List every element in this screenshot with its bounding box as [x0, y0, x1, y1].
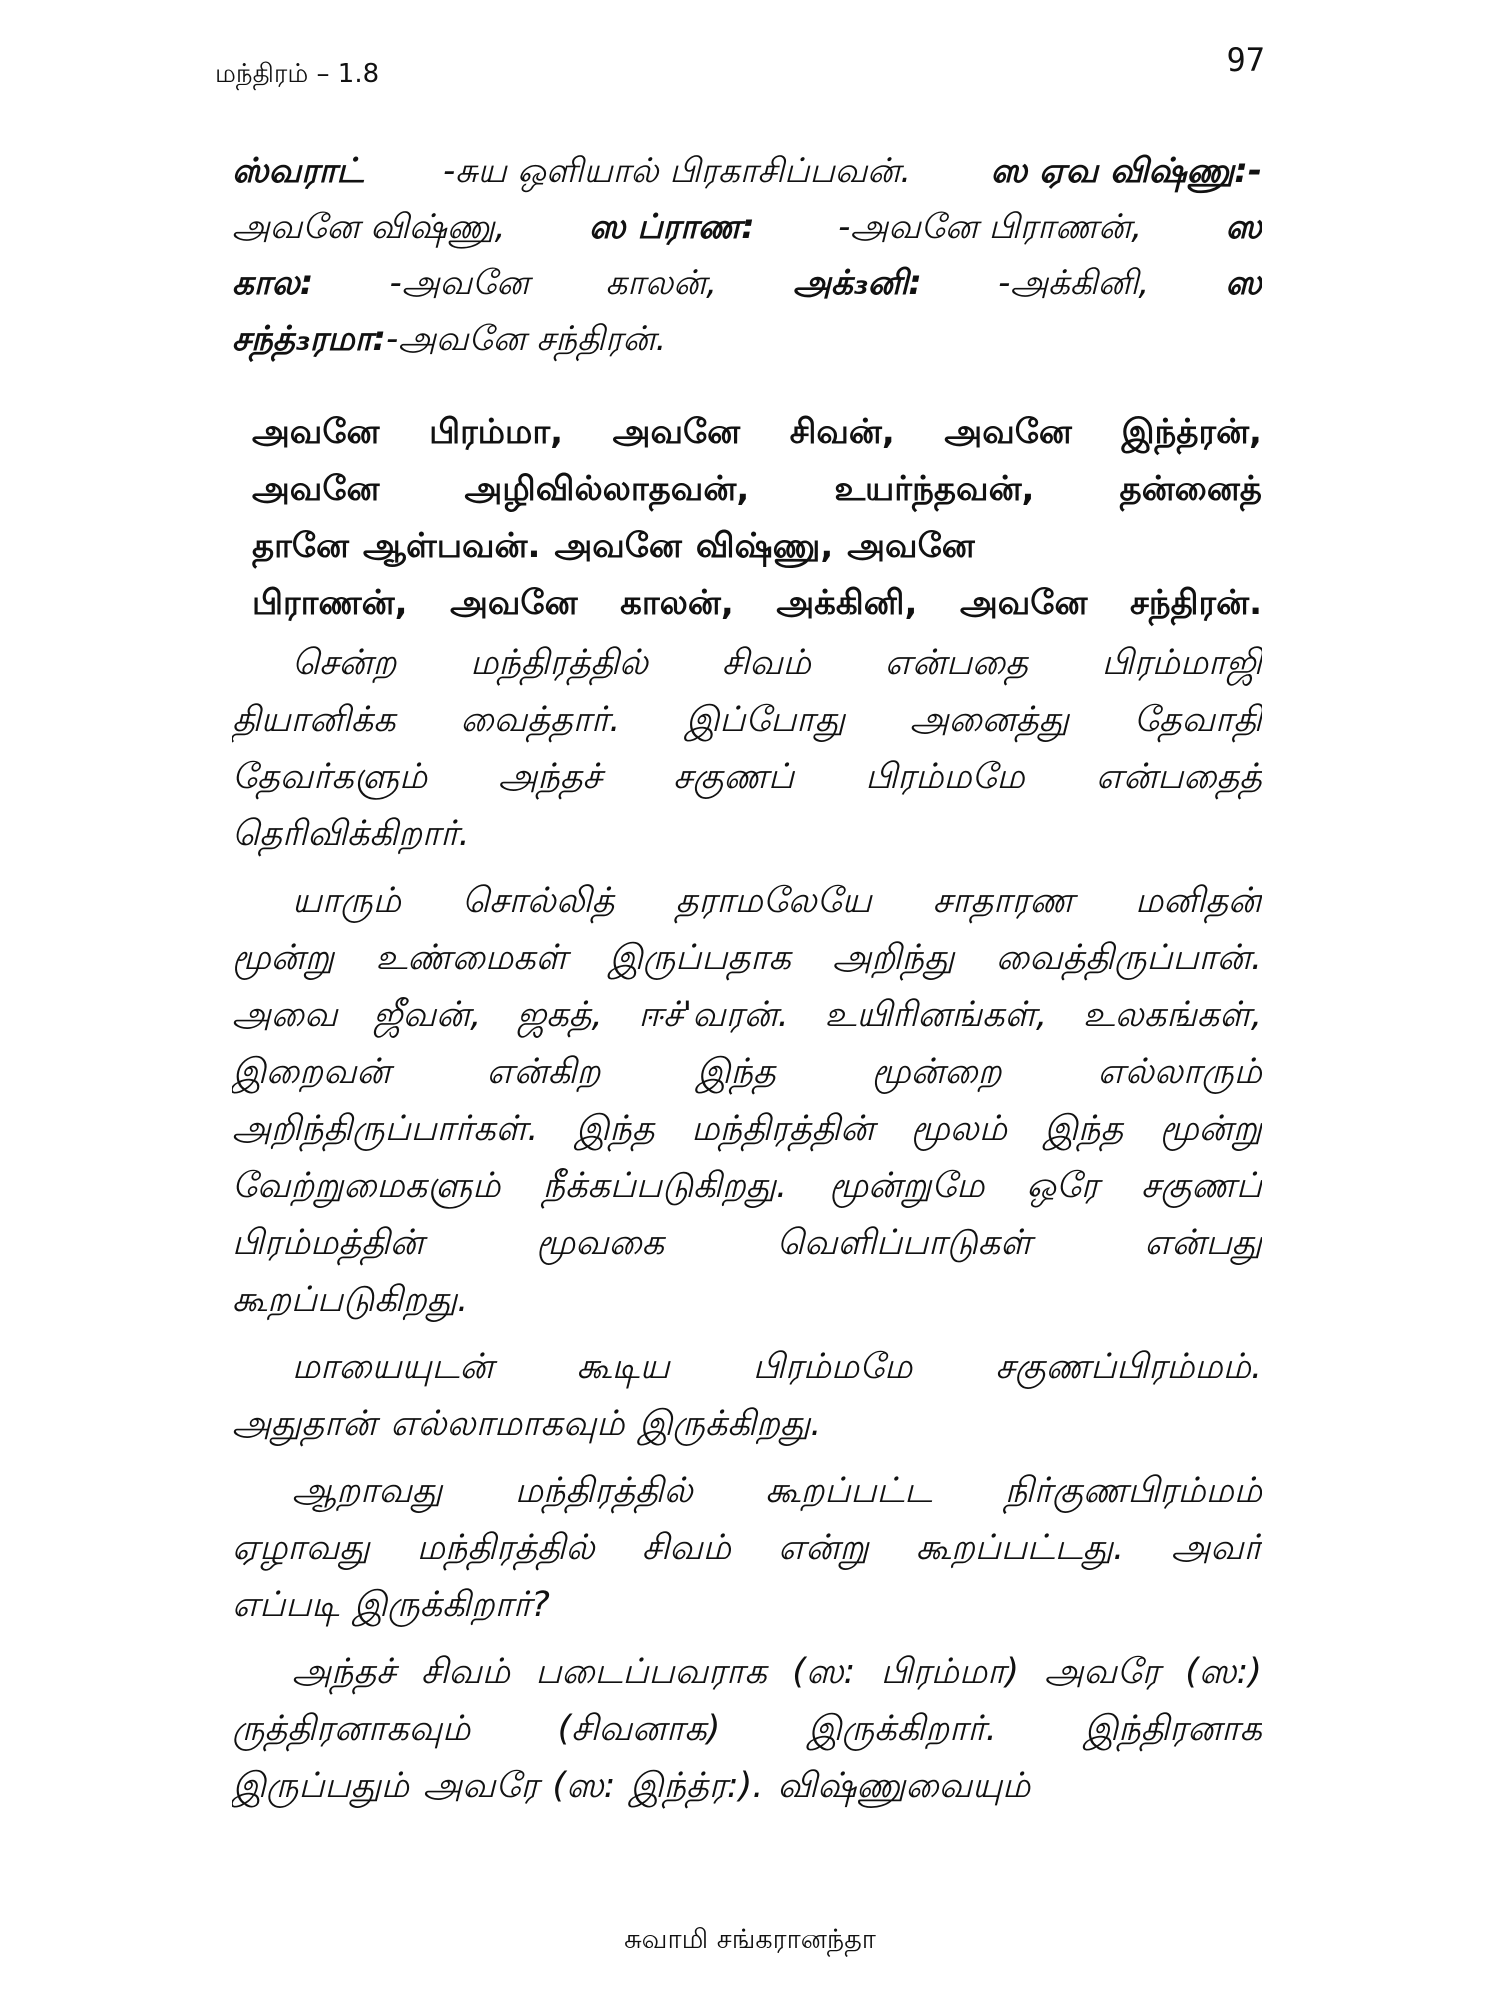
commentary-word: அவரே — [1044, 1652, 1160, 1692]
gloss-line — [232, 143, 1262, 199]
commentary-word: (ஸ: — [552, 1766, 616, 1806]
commentary-word: படைப்பவராக — [535, 1652, 767, 1692]
translation-line — [252, 518, 1262, 575]
commentary-word: தியானிக்க — [232, 700, 396, 740]
commentary-word: கூடிய — [576, 1347, 670, 1387]
commentary-line — [232, 1396, 1262, 1453]
translation-word: ஆள்பவன். — [363, 526, 541, 566]
gloss-term: ஸ — [1225, 207, 1262, 247]
gloss-term: ஸ ப்ராண: — [588, 207, 755, 247]
commentary-word: ஜீவன், — [373, 995, 482, 1035]
commentary-word: எப்படி — [232, 1585, 340, 1625]
commentary-word: சிவம் — [641, 1528, 731, 1568]
commentary-word: (சிவனாக) — [557, 1709, 721, 1749]
translation-word: அவனே — [612, 412, 741, 452]
commentary-word: சகுணப் — [673, 757, 795, 797]
commentary-word: இந்த்ர:). — [629, 1766, 764, 1806]
commentary-block — [232, 635, 1262, 1825]
commentary-word: சிவம் — [420, 1652, 511, 1692]
commentary-word: அறிந்து — [832, 938, 955, 978]
page-number: 97 — [1226, 41, 1265, 79]
commentary-word: கூறப்படுகிறது. — [232, 1280, 469, 1320]
commentary-word: இந்திரனாக — [1084, 1709, 1262, 1749]
commentary-line — [232, 1272, 1262, 1329]
translation-word: அவனே — [847, 526, 975, 566]
commentary-word: உண்மைகள் — [375, 938, 568, 978]
commentary-word: அனைத்து — [909, 700, 1069, 740]
commentary-word: மந்திரத்தில் — [416, 1528, 595, 1568]
commentary-word: மூன்றுமே — [829, 1166, 985, 1206]
commentary-paragraph — [232, 635, 1262, 863]
commentary-line — [232, 1339, 1262, 1396]
commentary-word: மந்திரத்தில் — [514, 1471, 693, 1511]
commentary-word: பிரம்மமே — [865, 757, 1025, 797]
translation-word: பிரம்மா, — [429, 412, 564, 452]
gloss-meaning: -அவனே பிராணன், — [838, 207, 1143, 247]
commentary-word: மூன்று — [1160, 1109, 1262, 1149]
gloss-meaning: அவனே விஷ்ணு, — [232, 207, 506, 247]
translation-word: அவனே — [959, 583, 1088, 623]
commentary-word: ஈச்'வரன். — [638, 995, 789, 1035]
commentary-word: இருக்கிறார்? — [353, 1585, 550, 1625]
commentary-line — [232, 1701, 1262, 1758]
gloss-term: ஸ ஏவ விஷ்ணு:- — [990, 151, 1262, 191]
commentary-word: ஆறாவது — [292, 1471, 443, 1511]
commentary-word: இப்போது — [685, 700, 845, 740]
commentary-word: சொல்லித் — [462, 881, 615, 921]
gloss-line — [232, 311, 1262, 367]
commentary-paragraph — [232, 1644, 1262, 1815]
commentary-word: அந்தச் — [498, 757, 602, 797]
translation-word: அவனே — [450, 583, 578, 623]
commentary-line — [232, 1044, 1262, 1101]
commentary-word: (ஸ: — [792, 1652, 856, 1692]
commentary-word: என்கிற — [486, 1052, 601, 1092]
commentary-word: என்பது — [1144, 1223, 1262, 1263]
translation-word: பிராணன், — [252, 583, 408, 623]
commentary-word: (ஸ:) — [1185, 1652, 1262, 1692]
commentary-word: அவரே — [423, 1766, 539, 1806]
translation-word: அவனே — [554, 526, 682, 566]
commentary-paragraph — [232, 1339, 1262, 1453]
commentary-word: இருக்கிறார். — [807, 1709, 997, 1749]
commentary-word: மூன்றை — [871, 1052, 1002, 1092]
translation-word: இந்த்ரன், — [1121, 412, 1262, 452]
commentary-word: ஏழாவது — [232, 1528, 370, 1568]
translation-word: தன்னைத் — [1119, 469, 1262, 509]
commentary-word: தராமலேயே — [675, 881, 872, 921]
commentary-word: ஒரே — [1026, 1166, 1099, 1206]
commentary-word: சாதாரண — [932, 881, 1075, 921]
translation-word: அவனே — [252, 469, 380, 509]
gloss-term: சந்த்₃ரமா: — [232, 319, 386, 359]
commentary-word: அதுதான் — [232, 1404, 377, 1444]
commentary-word: இந்த — [1043, 1109, 1124, 1149]
commentary-word: சகுணப்பிரம்மம். — [995, 1347, 1262, 1387]
commentary-word: இந்த — [575, 1109, 655, 1149]
commentary-word: இருப்பதாக — [608, 938, 791, 978]
commentary-line — [232, 873, 1262, 930]
commentary-word: அவை — [232, 995, 338, 1035]
commentary-word: மந்திரத்தில் — [470, 643, 649, 683]
translation-word: அவனே — [944, 412, 1072, 452]
commentary-word: இறைவன் — [232, 1052, 391, 1092]
translation-word: உயர்ந்தவன், — [834, 469, 1035, 509]
commentary-word: ருத்திரனாகவும் — [232, 1709, 471, 1749]
commentary-line — [232, 1463, 1262, 1520]
commentary-word: என்பதைத் — [1095, 757, 1262, 797]
commentary-line — [232, 1577, 1262, 1634]
commentary-word: அவர் — [1171, 1528, 1262, 1568]
commentary-word: யாரும் — [292, 881, 401, 921]
gloss-meaning: -அவனே — [389, 263, 530, 303]
translation-line — [252, 575, 1262, 632]
gloss-meaning: காலன், — [605, 263, 717, 303]
gloss-term: கால: — [232, 263, 314, 303]
commentary-word: இருப்பதும் — [232, 1766, 410, 1806]
translation-word: அக்கினி, — [776, 583, 918, 623]
commentary-word: அறிந்திருப்பார்கள். — [232, 1109, 539, 1149]
commentary-word: எல்லாமாகவும் — [390, 1404, 625, 1444]
translation-word: அவனே — [252, 412, 380, 452]
commentary-word: பிரம்மாஜி — [1101, 643, 1262, 683]
commentary-line — [232, 692, 1262, 749]
commentary-word: விஷ்ணுவையும் — [777, 1766, 1031, 1806]
commentary-word: என்பதை — [884, 643, 1028, 683]
word-gloss-block — [232, 143, 1262, 367]
commentary-word: எல்லாரும் — [1097, 1052, 1262, 1092]
commentary-paragraph — [232, 873, 1262, 1329]
commentary-word: மனிதன் — [1135, 881, 1262, 921]
footer-author: சுவாமி சங்கரானந்தா — [624, 1924, 876, 1955]
commentary-word: மூலம் — [911, 1109, 1007, 1149]
commentary-line — [232, 806, 1262, 863]
commentary-word: நிர்குணபிரம்மம் — [1004, 1471, 1262, 1511]
commentary-word: தெரிவிக்கிறார். — [232, 814, 470, 854]
commentary-word: வெளிப்பாடுகள் — [776, 1223, 1032, 1263]
running-header-mantra: மந்திரம் – 1.8 — [215, 59, 380, 89]
commentary-word: வைத்தார். — [460, 700, 621, 740]
commentary-word: கூறப்பட்ட — [765, 1471, 933, 1511]
translation-line — [252, 404, 1262, 461]
gloss-line — [232, 199, 1262, 255]
commentary-word: மந்திரத்தின் — [691, 1109, 875, 1149]
translation-word: தானே — [252, 526, 350, 566]
commentary-word: வைத்திருப்பான். — [996, 938, 1262, 978]
translation-word: அழிவில்லாதவன், — [464, 469, 750, 509]
commentary-paragraph — [232, 1463, 1262, 1634]
commentary-line — [232, 1158, 1262, 1215]
commentary-word: சகுணப் — [1141, 1166, 1262, 1206]
commentary-word: உலகங்கள், — [1083, 995, 1262, 1035]
translation-word: சந்திரன். — [1130, 583, 1262, 623]
commentary-word: உயிரினங்கள், — [824, 995, 1048, 1035]
translation-word: காலன், — [620, 583, 734, 623]
commentary-line — [232, 987, 1262, 1044]
gloss-term: அக்₃னி: — [793, 263, 922, 303]
translation-block — [252, 404, 1262, 632]
gloss-line — [232, 255, 1262, 311]
commentary-word: வேற்றுமைகளும் — [232, 1166, 501, 1206]
commentary-word: தேவாதி — [1133, 700, 1262, 740]
commentary-word: இந்த — [696, 1052, 776, 1092]
commentary-word: சென்ற — [292, 643, 397, 683]
commentary-line — [232, 1758, 1262, 1815]
commentary-line — [232, 1520, 1262, 1577]
commentary-line — [232, 635, 1262, 692]
commentary-word: பிரம்மமே — [752, 1347, 913, 1387]
commentary-word: ஜகத், — [517, 995, 603, 1035]
commentary-line — [232, 749, 1262, 806]
gloss-term: ஸ்வராட் — [232, 151, 364, 191]
commentary-word: கூறப்பட்டது. — [915, 1528, 1125, 1568]
gloss-meaning: -அக்கினி, — [998, 263, 1150, 303]
commentary-word: மூவகை — [536, 1223, 665, 1263]
commentary-line — [232, 930, 1262, 987]
gloss-meaning: -அவனே சந்திரன். — [385, 319, 667, 359]
commentary-word: என்று — [778, 1528, 869, 1568]
translation-word: சிவன், — [789, 412, 895, 452]
gloss-term: ஸ — [1225, 263, 1262, 303]
gloss-meaning: -சுய ஒளியால் பிரகாசிப்பவன். — [443, 151, 912, 191]
commentary-word: இருக்கிறது. — [638, 1404, 822, 1444]
commentary-word: சிவம் — [721, 643, 811, 683]
commentary-word: பிரம்மத்தின் — [232, 1223, 424, 1263]
commentary-line — [232, 1644, 1262, 1701]
commentary-word: தேவர்களும் — [232, 757, 428, 797]
commentary-word: மூன்று — [232, 938, 334, 978]
commentary-word: பிரம்மா) — [880, 1652, 1020, 1692]
translation-word: விஷ்ணு, — [695, 526, 834, 566]
commentary-word: மாயையுடன் — [292, 1347, 494, 1387]
commentary-word: அந்தச் — [292, 1652, 396, 1692]
commentary-line — [232, 1215, 1262, 1272]
commentary-line — [232, 1101, 1262, 1158]
commentary-word: நீக்கப்படுகிறது. — [542, 1166, 788, 1206]
translation-line — [252, 461, 1262, 518]
